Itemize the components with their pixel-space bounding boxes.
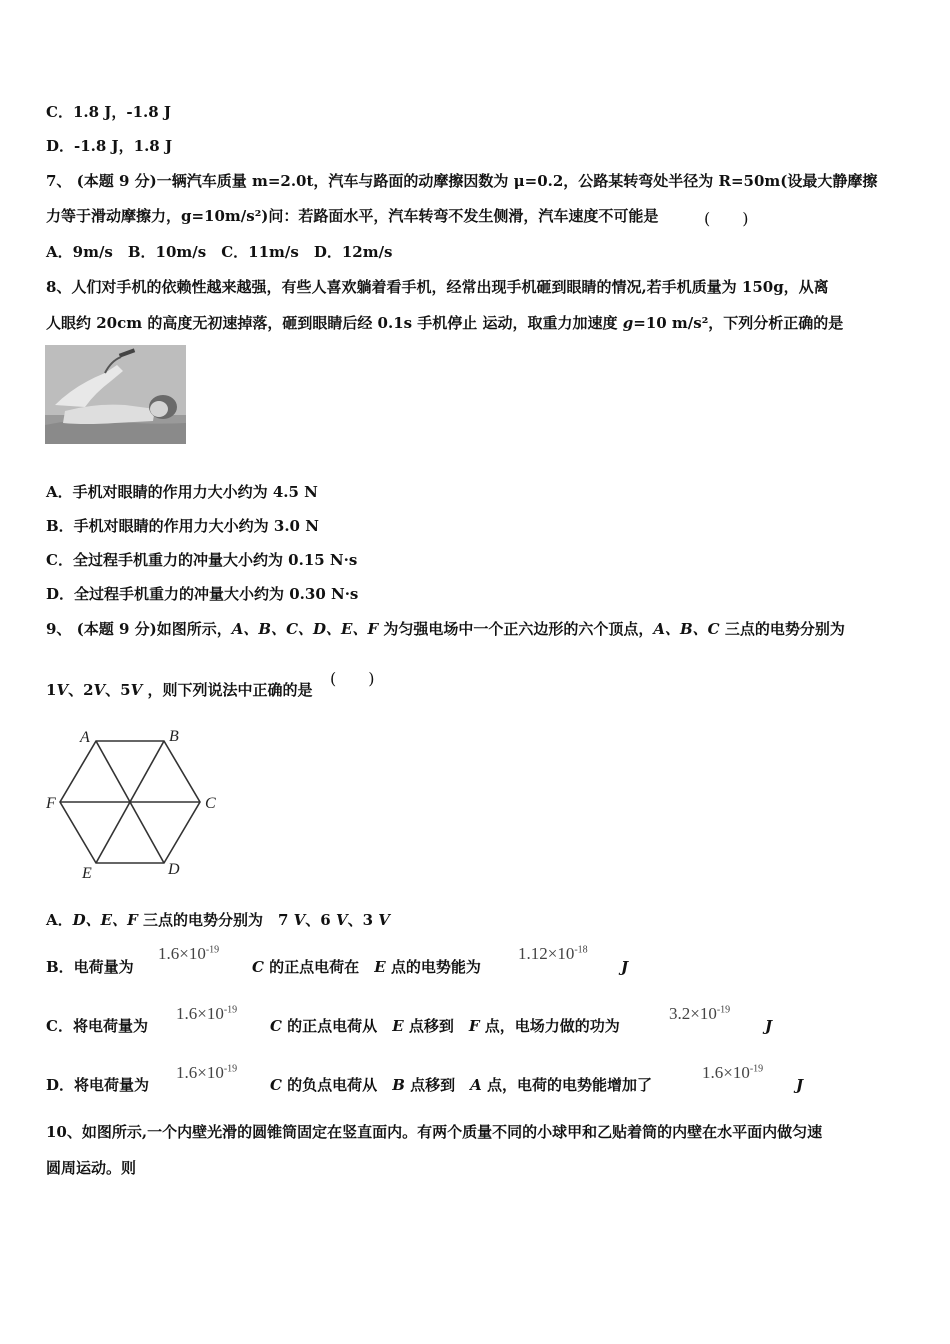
q8-option-c: C．全过程手机重力的冲量大小约为 0.15 N·s (46, 551, 358, 569)
label-d: D (168, 861, 180, 878)
q9-a-val2: 、6 (305, 911, 336, 929)
q10-stem-line1: 10、如图所示,一个内壁光滑的圆锥筒固定在竖直面内。有两个质量不同的小球甲和乙贴着筒的内壁在水平面内做匀速 (46, 1123, 823, 1141)
q8-line2-g: g (622, 314, 634, 332)
q9-stem-line2 (46, 680, 312, 700)
q9-d-energy: $1.6\times 10^{-19}$ (702, 1063, 764, 1082)
label-a: A (80, 729, 90, 746)
q9-c-work: $3.2\times 10^{-19}$ (669, 1004, 731, 1023)
q9-b-unit: J (621, 958, 629, 976)
q8-line2-b: =10 m/s²，下列分析正确的是 (633, 314, 844, 332)
q8-line2-a: 人眼约 20cm 的高度无初速掉落，砸到眼睛后经 0.1s 手机停止 运动，取重力加速度 (46, 314, 623, 332)
q9-a-prefix: A． (46, 911, 73, 929)
q9-l1-e: 三点的电势分别为 (719, 620, 845, 638)
phone-lying-photo (45, 345, 186, 444)
q8-option-a: A．手机对眼睛的作用力大小约为 4.5 N (46, 483, 318, 501)
q9-a-text: 三点的电势分别为 7 (137, 911, 294, 929)
q8-stem-line1: 8、人们对手机的依赖性越来越强，有些人喜欢躺着看手机，经常出现手机砸到眼睛的情况,若手机质量为 150g，从离 (46, 278, 829, 296)
q9-option-d-text2: C 的负点电荷从 B 点移到 A 点，电荷的电势能增加了 (270, 1076, 652, 1094)
label-e: E (82, 865, 92, 882)
q9-option-c-text1: C．将电荷量为 (46, 1017, 148, 1035)
q8-option-b: B．手机对眼睛的作用力大小约为 3.0 N (46, 517, 319, 535)
q9-l2-e: 、5 (105, 681, 131, 699)
q9-a-unit3: V (378, 911, 390, 929)
q9-l2-d: V (93, 681, 106, 699)
q9-l2-f: V (130, 681, 143, 699)
q9-l2-c: 、2 (68, 681, 94, 699)
label-f: F (46, 795, 56, 812)
q9-option-d-text1: D．将电荷量为 (46, 1076, 150, 1094)
q9-a-val3: 、3 (347, 911, 379, 929)
q6-option-c: C．1.8 J，-1.8 J (46, 103, 171, 121)
q9-l1-a: 9、 (本题 9 分)如图所示， (46, 620, 232, 638)
q9-l1-d: A、B、C (653, 620, 720, 638)
q9-l1-c: 为匀强电场中一个正六边形的六个顶点， (378, 620, 654, 638)
q7-stem-line2: 力等于滑动摩擦力，g=10m/s²)问：若路面水平，汽车转弯不发生侧滑，汽车速度不可能是 (46, 207, 659, 225)
q9-l1-b: A、B、C、D、E、F (231, 620, 379, 638)
q9-d-charge: $1.6\times 10^{-19}$ (176, 1063, 238, 1082)
q9-a-points: D、E、F (72, 911, 138, 929)
q9-a-unit2: V (335, 911, 348, 929)
q9-option-b-text1: B．电荷量为 (46, 958, 134, 976)
q9-l2-a: 1 (46, 681, 57, 699)
q9-b-energy: $1.12\times 10^{-18}$ (518, 944, 588, 963)
q7-answer-blank: ( ) (704, 209, 749, 228)
q8-stem-line2 (46, 313, 843, 333)
q7-options: A．9m/s B．10m/s C．11m/s D．12m/s (46, 243, 393, 261)
q9-a-unit1: V (293, 911, 306, 929)
hexagon-diagram (44, 724, 234, 888)
q8-option-d: D．全过程手机重力的冲量大小约为 0.30 N·s (46, 585, 359, 603)
q10-stem-line2: 圆周运动。则 (46, 1159, 137, 1177)
q6-option-d: D．-1.8 J，1.8 J (46, 137, 173, 155)
q9-b-charge: $1.6\times 10^{-19}$ (158, 944, 220, 963)
label-c: C (205, 795, 216, 812)
q9-option-a (46, 910, 390, 930)
q9-d-unit: J (796, 1076, 804, 1094)
q9-l2-g: ，则下列说法中正确的是 (142, 681, 313, 699)
q9-answer-blank: ( ) (330, 669, 375, 688)
q9-c-unit: J (765, 1017, 773, 1035)
q7-stem-line1: 7、 (本题 9 分)一辆汽车质量 m=2.0t，汽车与路面的动摩擦因数为 μ=0.2，公路某转弯处半径为 R=50m(设最大静摩擦 (46, 172, 878, 190)
q9-option-c-text2: C 的正点电荷从 E 点移到 F 点，电场力做的功为 (270, 1017, 620, 1035)
q9-stem-line1 (46, 619, 845, 639)
q9-option-b-text2: C 的正点电荷在 E 点的电势能为 (252, 958, 481, 976)
q9-l2-b: V (56, 681, 69, 699)
label-b: B (169, 728, 179, 745)
q9-c-charge: $1.6\times 10^{-19}$ (176, 1004, 238, 1023)
